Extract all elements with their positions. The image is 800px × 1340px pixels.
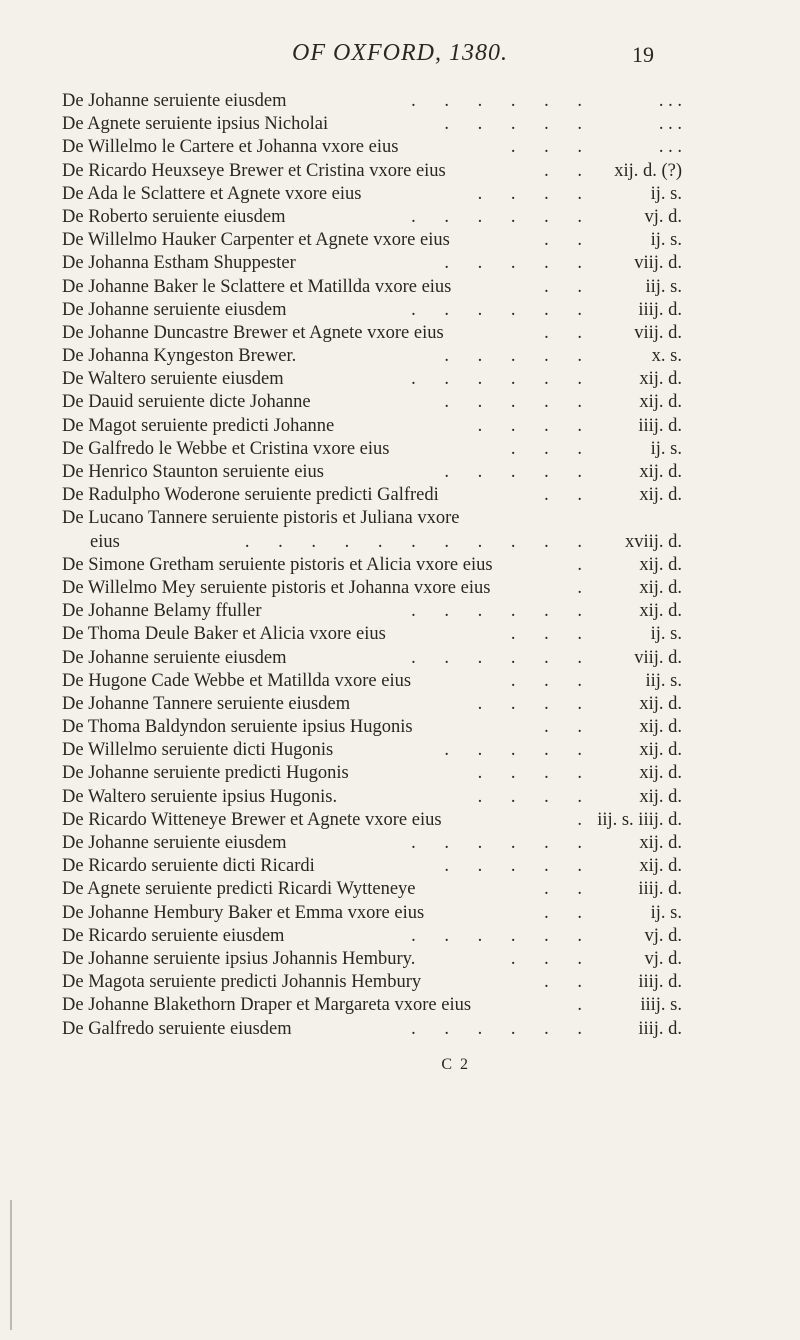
entry-name: De Johanna Estham Shuppester bbox=[62, 253, 296, 274]
entry-leader-dots: . . . . . bbox=[444, 392, 594, 413]
running-title: OF OXFORD, 1380. bbox=[292, 40, 508, 66]
list-item bbox=[62, 299, 682, 322]
list-item bbox=[62, 113, 682, 136]
entry-amount: . . . bbox=[658, 114, 682, 135]
entry-leader-dots: . bbox=[577, 554, 594, 575]
entry-name: De Agnete seruiente predicti Ricardi Wytteneye bbox=[62, 879, 416, 900]
entry-amount: xij. d. bbox=[639, 392, 682, 413]
list-item bbox=[62, 670, 682, 693]
list-item bbox=[62, 971, 682, 994]
list-item bbox=[62, 902, 682, 925]
entry-amount: iiij. d. bbox=[638, 1018, 682, 1039]
entry-name: De Roberto seruiente eiusdem bbox=[62, 206, 286, 227]
entry-name: De Johanne seruiente eiusdem bbox=[62, 833, 287, 853]
entry-amount: iiij. d. bbox=[638, 415, 682, 436]
entry-leader-dots: . bbox=[577, 577, 594, 598]
entry-leader-dots: . . . . bbox=[477, 415, 594, 436]
entry-amount: xij. d. bbox=[639, 833, 682, 853]
list-item bbox=[62, 507, 682, 530]
list-item bbox=[62, 554, 682, 577]
list-item bbox=[62, 855, 682, 878]
entry-name: De Ricardo Heuxseye Brewer et Cristina vxore eius bbox=[62, 160, 446, 181]
entry-name: De Magota seruiente predicti Johannis Hembury bbox=[62, 972, 422, 993]
entry-amount: vj. d. bbox=[644, 948, 682, 969]
entry-name: De Galfredo seruiente eiusdem bbox=[62, 1018, 292, 1039]
entry-name: De Galfredo le Webbe et Cristina vxore eius bbox=[62, 438, 390, 459]
entry-leader-dots: . . . bbox=[510, 948, 594, 969]
list-item bbox=[62, 809, 682, 832]
entry-leader-dots: . . . . . . bbox=[411, 1018, 594, 1039]
entry-amount: ij. s. bbox=[650, 183, 682, 204]
entry-amount: ij. s. bbox=[650, 438, 682, 459]
entry-name: De Simone Gretham seruiente pistoris et Alicia vxore eius bbox=[62, 554, 493, 575]
list-item bbox=[62, 160, 682, 183]
entry-leader-dots: . . bbox=[544, 717, 594, 738]
entry-leader-dots: . . . . bbox=[477, 693, 594, 714]
entry-amount: iiij. d. bbox=[638, 972, 682, 993]
entry-amount: vj. d. bbox=[644, 925, 682, 946]
list-item bbox=[62, 693, 682, 716]
entry-name: De Ricardo seruiente eiusdem bbox=[62, 925, 285, 946]
entry-leader-dots: . . . . . . bbox=[411, 206, 594, 227]
entry-leader-dots: . . bbox=[544, 230, 594, 251]
list-item bbox=[62, 739, 682, 762]
list-item bbox=[62, 252, 682, 275]
entry-amount: xij. d. bbox=[639, 554, 682, 575]
entry-name: De Waltero seruiente ipsius Hugonis. bbox=[62, 786, 338, 807]
entry-leader-dots: . . . bbox=[510, 438, 594, 459]
list-item bbox=[62, 925, 682, 948]
running-head bbox=[0, 40, 800, 76]
entry-amount: viij. d. bbox=[634, 253, 682, 274]
entry-leader-dots: . . . . . . bbox=[411, 833, 594, 853]
entry-leader-dots: . . . bbox=[510, 624, 594, 645]
entry-name: De Johanne Hembury Baker et Emma vxore eius bbox=[62, 902, 425, 923]
list-item bbox=[62, 878, 682, 901]
entry-amount: xij. d. bbox=[639, 693, 682, 714]
entry-name: De Ricardo Witteneye Brewer et Agnete vxore eius bbox=[62, 809, 442, 830]
list-item bbox=[62, 391, 682, 414]
entry-leader-dots: . . bbox=[544, 160, 594, 181]
entry-leader-dots: . . . . . . bbox=[411, 925, 594, 946]
list-item bbox=[62, 183, 682, 206]
list-item bbox=[62, 1018, 682, 1041]
entry-amount: xij. d. bbox=[639, 462, 682, 482]
entry-list bbox=[62, 90, 682, 1041]
list-item bbox=[62, 90, 682, 113]
entry-name: De Willelmo seruiente dicti Hugonis bbox=[62, 740, 334, 761]
entry-leader-dots: . bbox=[577, 809, 594, 830]
entry-name: De Johanne seruiente ipsius Johannis Hembury. bbox=[62, 948, 416, 969]
entry-leader-dots: . . bbox=[544, 276, 594, 297]
entry-name: De Lucano Tannere seruiente pistoris et Juliana vxore bbox=[62, 508, 460, 529]
entry-name: De Magot seruiente predicti Johanne bbox=[62, 415, 335, 436]
entry-amount: iiij. d. bbox=[638, 879, 682, 900]
entry-amount: iij. s. iiij. d. bbox=[597, 809, 682, 830]
list-item bbox=[62, 647, 682, 670]
entry-leader-dots: . . . . . . bbox=[411, 299, 594, 320]
entry-leader-dots: . . . . . bbox=[444, 346, 594, 367]
entry-name: De Johanne Blakethorn Draper et Margareta vxore eius bbox=[62, 995, 472, 1016]
entry-leader-dots: . . bbox=[544, 879, 594, 900]
page-edge-mark bbox=[10, 1200, 12, 1330]
entry-name: De Johanne seruiente eiusdem bbox=[62, 299, 287, 320]
entry-leader-dots: . . bbox=[544, 485, 594, 506]
list-item bbox=[62, 461, 682, 484]
entry-amount: xij. d. bbox=[639, 577, 682, 598]
list-item bbox=[62, 832, 682, 855]
list-item bbox=[62, 415, 682, 438]
list-item bbox=[62, 368, 682, 391]
entry-amount: iij. s. bbox=[645, 670, 682, 691]
list-item bbox=[62, 948, 682, 971]
list-item bbox=[62, 531, 682, 554]
entry-amount: xij. d. bbox=[639, 601, 682, 622]
entry-name: eius bbox=[90, 531, 120, 552]
entry-name: De Ada le Sclattere et Agnete vxore eius bbox=[62, 183, 362, 204]
entry-amount: xviij. d. bbox=[624, 531, 682, 552]
entry-amount: viij. d. bbox=[634, 647, 682, 668]
entry-amount: . . . bbox=[658, 91, 682, 111]
entry-amount: ij. s. bbox=[650, 624, 682, 645]
entry-amount: iiij. d. bbox=[638, 299, 682, 320]
entry-leader-dots: . . . . . bbox=[444, 740, 594, 761]
entry-name: De Ricardo seruiente dicti Ricardi bbox=[62, 856, 315, 877]
entry-leader-dots: . . . . . . bbox=[411, 369, 594, 390]
entry-name: De Johanne seruiente eiusdem bbox=[62, 647, 287, 668]
entry-name: De Thoma Deule Baker et Alicia vxore eius bbox=[62, 624, 386, 645]
entry-leader-dots: . . . . . . bbox=[411, 601, 594, 622]
list-item bbox=[62, 994, 682, 1017]
entry-amount: iiij. s. bbox=[640, 995, 682, 1016]
entry-name: De Willelmo Mey seruiente pistoris et Johanna vxore eius bbox=[62, 577, 491, 598]
entry-leader-dots: . . . . . bbox=[444, 462, 594, 482]
entry-amount: viij. d. bbox=[634, 322, 682, 343]
entry-leader-dots: . bbox=[577, 995, 594, 1016]
list-item bbox=[62, 762, 682, 785]
entry-name: De Agnete seruiente ipsius Nicholai bbox=[62, 114, 329, 135]
entry-leader-dots: . . . . . . bbox=[411, 91, 594, 111]
entry-name: De Johanna Kyngeston Brewer. bbox=[62, 346, 297, 367]
entry-leader-dots: . . . . bbox=[477, 183, 594, 204]
entry-name: De Willelmo Hauker Carpenter et Agnete vxore eius bbox=[62, 230, 450, 251]
entry-amount: xij. d. bbox=[639, 369, 682, 390]
entry-leader-dots: . . bbox=[544, 972, 594, 993]
list-item bbox=[62, 276, 682, 299]
entry-leader-dots: . . . bbox=[510, 137, 594, 158]
entry-leader-dots: . . . . bbox=[477, 763, 594, 784]
entry-amount: iij. s. bbox=[645, 276, 682, 297]
entry-amount: xij. d. bbox=[639, 717, 682, 738]
entry-name: De Johanne Tannere seruiente eiusdem bbox=[62, 693, 351, 714]
list-item bbox=[62, 206, 682, 229]
list-item bbox=[62, 577, 682, 600]
entry-leader-dots: . . bbox=[544, 902, 594, 923]
entry-name: De Radulpho Woderone seruiente predicti Galfredi bbox=[62, 485, 439, 506]
entry-name: De Willelmo le Cartere et Johanna vxore eius bbox=[62, 137, 399, 158]
entry-amount: xij. d. bbox=[639, 786, 682, 807]
entry-leader-dots: . . . . . bbox=[444, 114, 594, 135]
entry-amount: x. s. bbox=[651, 346, 682, 367]
entry-leader-dots: . . . . . . bbox=[411, 647, 594, 668]
signature-mark: C 2 bbox=[441, 1056, 470, 1073]
entry-leader-dots: . . . bbox=[510, 670, 594, 691]
list-item bbox=[62, 136, 682, 159]
entry-amount: ij. s. bbox=[650, 230, 682, 251]
entry-amount: ij. s. bbox=[650, 902, 682, 923]
list-item bbox=[62, 786, 682, 809]
entry-name: De Johanne seruiente predicti Hugonis bbox=[62, 763, 349, 784]
list-item bbox=[62, 484, 682, 507]
entry-amount: vj. d. bbox=[644, 206, 682, 227]
entry-name: De Johanne Belamy ffuller bbox=[62, 601, 262, 622]
list-item bbox=[62, 229, 682, 252]
entry-name: De Waltero seruiente eiusdem bbox=[62, 369, 284, 390]
entry-leader-dots: . . . . bbox=[477, 786, 594, 807]
entry-name: De Thoma Baldyndon seruiente ipsius Hugonis bbox=[62, 717, 413, 738]
entry-amount: xij. d. bbox=[639, 740, 682, 761]
entry-amount: . . . bbox=[658, 137, 682, 158]
entry-name: De Dauid seruiente dicte Johanne bbox=[62, 392, 311, 413]
entry-leader-dots: . . bbox=[544, 322, 594, 343]
list-item bbox=[62, 438, 682, 461]
list-item bbox=[62, 322, 682, 345]
entry-name: De Henrico Staunton seruiente eius bbox=[62, 462, 325, 482]
entry-leader-dots: . . . . . bbox=[444, 856, 594, 877]
list-item bbox=[62, 600, 682, 623]
entry-name: De Johanne Baker le Sclattere et Matillda vxore eius bbox=[62, 276, 452, 297]
entry-amount: xij. d. bbox=[639, 485, 682, 506]
entry-leader-dots: . . . . . . . . . . . bbox=[244, 531, 594, 552]
entry-amount: xij. d. (?) bbox=[614, 160, 682, 181]
page-number: 19 bbox=[632, 42, 654, 67]
entry-name: De Hugone Cade Webbe et Matillda vxore eius bbox=[62, 670, 412, 691]
entry-amount: xij. d. bbox=[639, 856, 682, 877]
entry-name: De Johanne seruiente eiusdem bbox=[62, 91, 287, 111]
entry-amount: xij. d. bbox=[639, 763, 682, 784]
list-item bbox=[62, 623, 682, 646]
list-item bbox=[62, 345, 682, 368]
list-item bbox=[62, 716, 682, 739]
entry-name: De Johanne Duncastre Brewer et Agnete vxore eius bbox=[62, 322, 444, 343]
entry-leader-dots: . . . . . bbox=[444, 253, 594, 274]
